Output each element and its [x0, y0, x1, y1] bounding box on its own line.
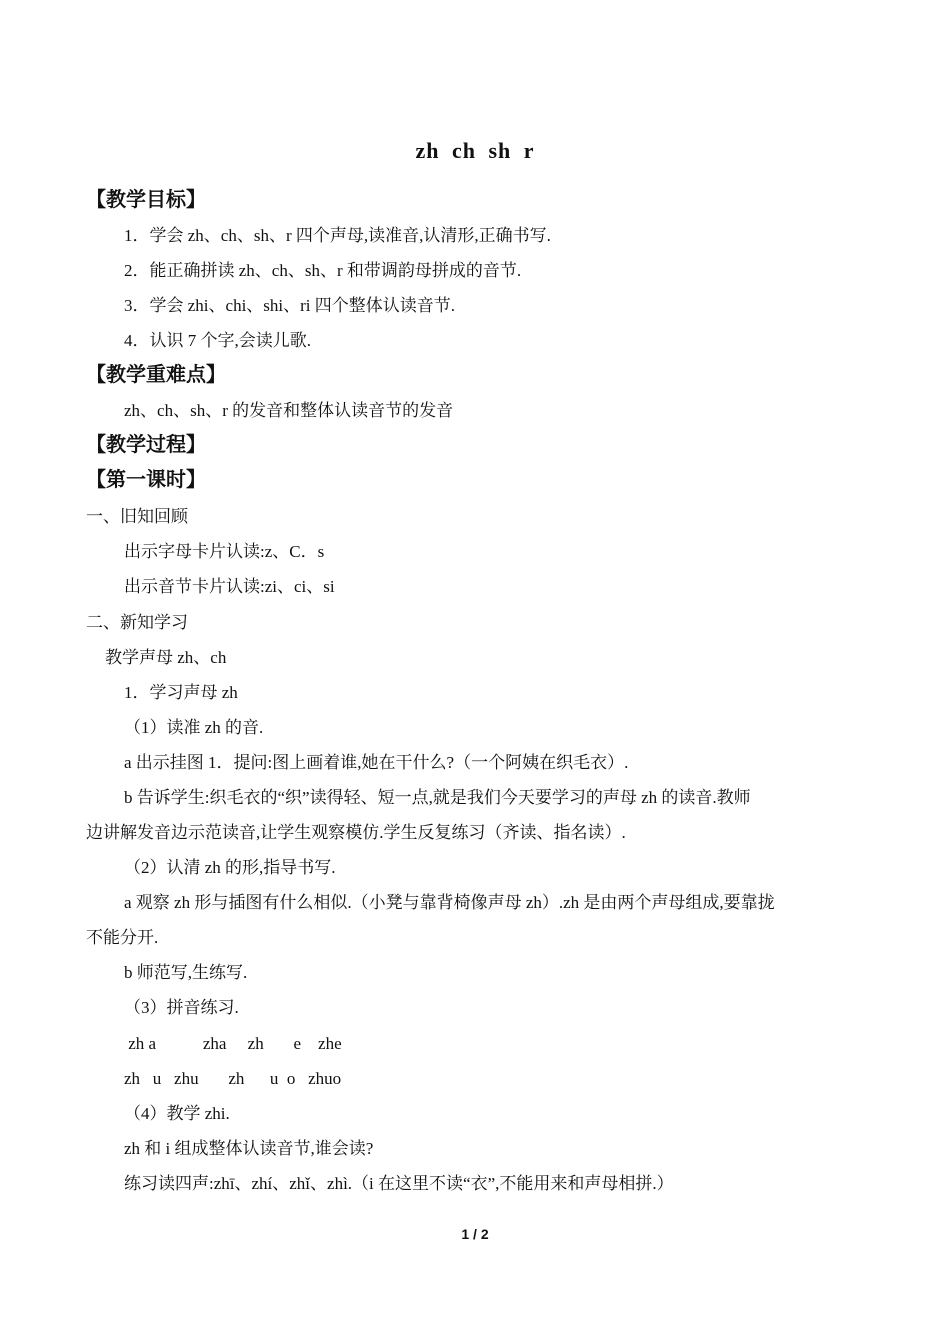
step-shape-zh-a-line1: a 观察 zh 形与插图有什么相似.（小凳与靠背椅像声母 zh）.zh 是由两个声母组成,要靠拢	[124, 893, 775, 912]
step-teach-zhi-b: 练习读四声:zhī、zhí、zhǐ、zhì.（i 在这里不读“衣”,不能用来和声母相拼.）	[124, 1174, 674, 1193]
step-read-zh-b-line1: b 告诉学生:织毛衣的“织”读得轻、短一点,就是我们今天要学习的声母 zh 的读音.教师	[124, 788, 751, 807]
pinyin-practice-row-1: zh a zha zh e zhe	[124, 1034, 342, 1053]
page-number: 1 / 2	[461, 1226, 489, 1242]
document-title: zh ch sh r	[415, 138, 535, 163]
step-read-zh-b-line2: 边讲解发音边示范读音,让学生观察模仿.学生反复练习（齐读、指名读）.	[86, 823, 626, 842]
step-pinyin-practice: （3）拼音练习.	[124, 998, 239, 1017]
new-learning-intro: 教学声母 zh、ch	[105, 648, 227, 667]
step-shape-zh-a-line2: 不能分开.	[86, 928, 159, 947]
key-points-text: zh、ch、sh、r 的发音和整体认读音节的发音	[124, 401, 454, 420]
review-syllable-cards: 出示音节卡片认读:zi、ci、si	[124, 577, 335, 596]
section-review: 一、旧知回顾	[86, 507, 188, 526]
goal-item-1: 1．学会 zh、ch、sh、r 四个声母,读准音,认清形,正确书写.	[124, 226, 551, 245]
goal-item-3: 3．学会 zhi、chi、shi、ri 四个整体认读音节.	[124, 296, 456, 315]
step-teach-zhi-a: zh 和 i 组成整体认读音节,谁会读?	[124, 1139, 374, 1158]
step-read-zh: （1）读准 zh 的音.	[124, 718, 264, 737]
section-new-learning: 二、新知学习	[86, 613, 188, 632]
step-read-zh-a: a 出示挂图 1．提问:图上画着谁,她在干什么?（一个阿姨在织毛衣）.	[124, 753, 629, 772]
review-letter-cards: 出示字母卡片认读:z、C．s	[124, 542, 325, 561]
heading-teaching-goals: 【教学目标】	[86, 189, 206, 211]
heading-teaching-process: 【教学过程】	[86, 434, 206, 456]
pinyin-practice-row-2: zh u zhu zh u o zhuo	[124, 1069, 342, 1088]
step-learn-zh: 1．学习声母 zh	[124, 683, 238, 702]
goal-item-4: 4．认识 7 个字,会读儿歌.	[124, 331, 311, 350]
goal-item-2: 2．能正确拼读 zh、ch、sh、r 和带调韵母拼成的音节.	[124, 261, 522, 280]
step-teach-zhi: （4）教学 zhi.	[124, 1104, 230, 1123]
heading-key-points: 【教学重难点】	[86, 364, 226, 386]
heading-first-lesson: 【第一课时】	[86, 469, 206, 491]
step-shape-zh-b: b 师范写,生练写.	[124, 963, 248, 982]
step-shape-zh: （2）认清 zh 的形,指导书写.	[124, 858, 336, 877]
